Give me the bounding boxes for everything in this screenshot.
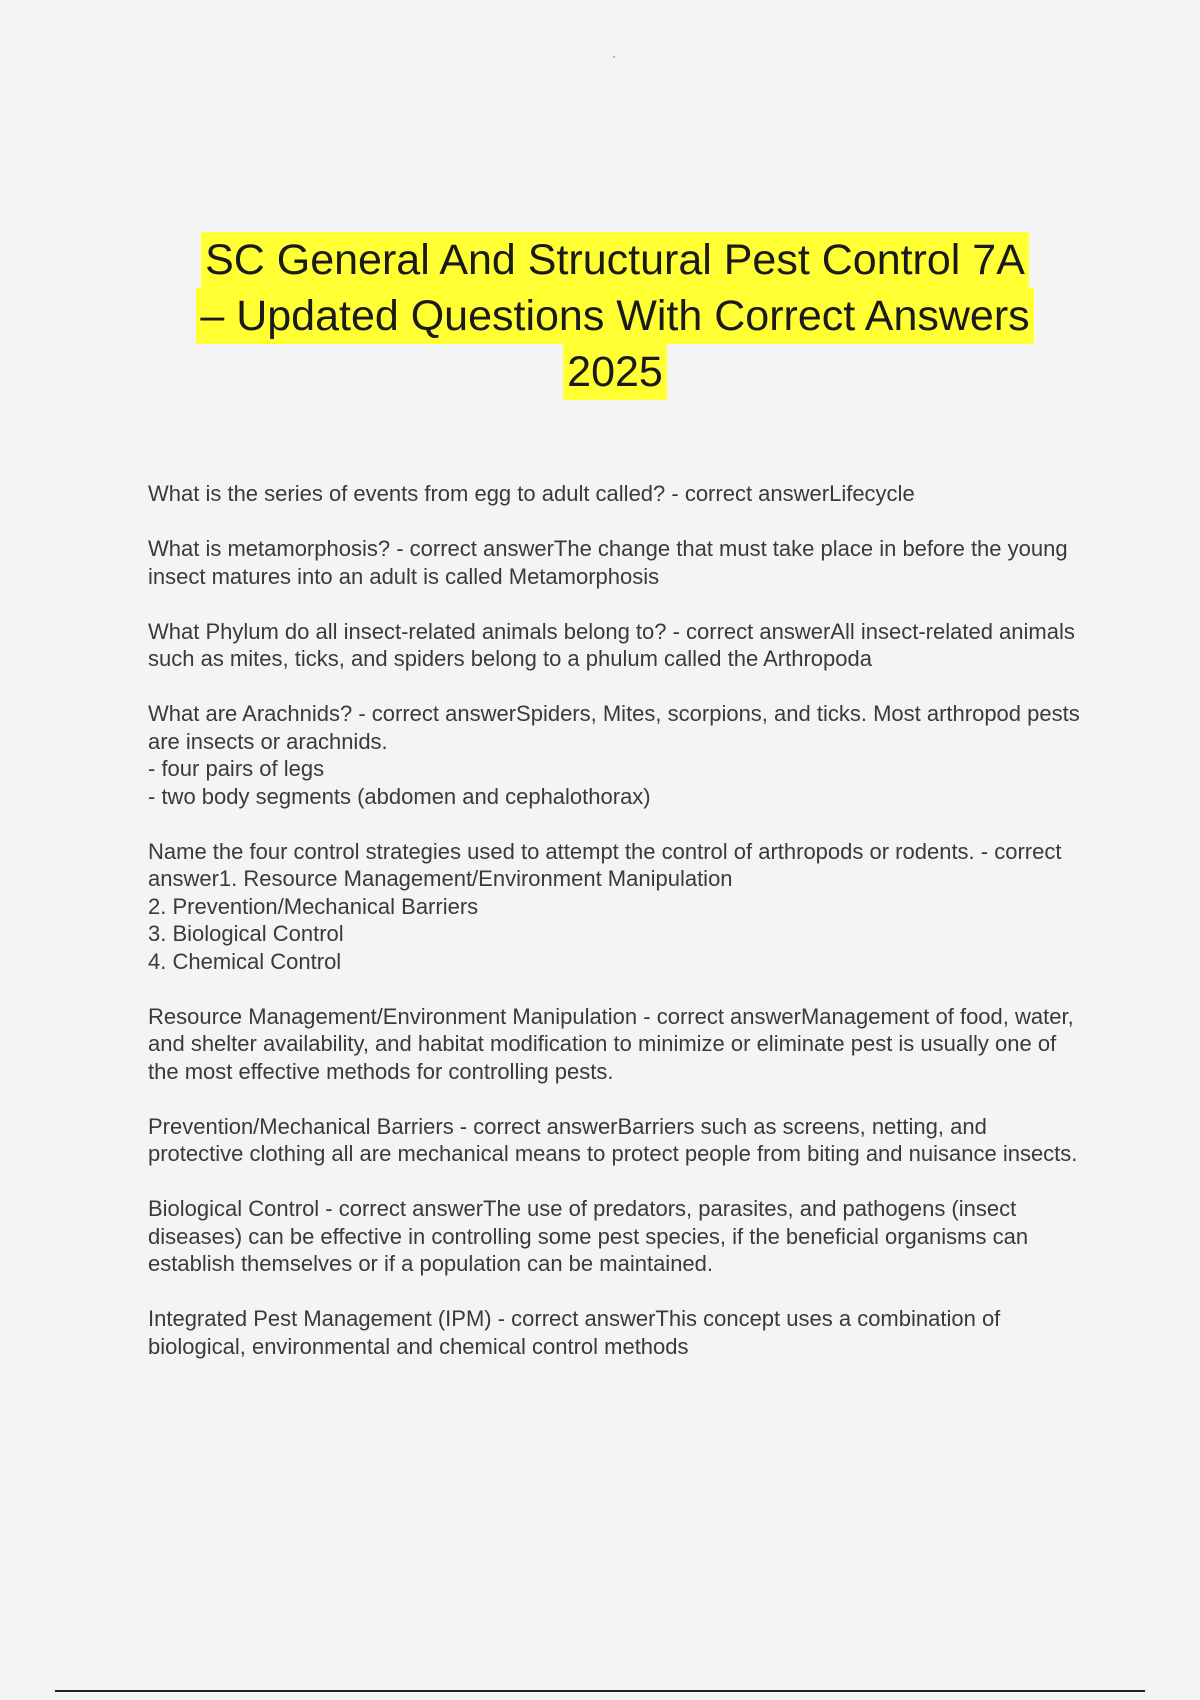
title-line-1: SC General And Structural Pest Control 7A: [201, 232, 1029, 288]
qa-item: Resource Management/Environment Manipulation - correct answerManagement of food, water, and shelter availability, and habitat modification to minimize or eliminate pest is usually one of the most effective methods for controlling pests.: [148, 1003, 1074, 1084]
title-line-2: – Updated Questions With Correct Answers: [196, 288, 1033, 344]
page-bottom-rule: [55, 1690, 1145, 1692]
qa-item: What is metamorphosis? - correct answerThe change that must take place in before the young insect matures into an adult is called Metamorphosis: [148, 536, 1068, 589]
qa-item: Biological Control - correct answerThe use of predators, parasites, and pathogens (insect diseases) can be effective in controlling some pest species, if the beneficial organisms can establish themselves or if a population can be maintained.: [148, 1196, 1029, 1276]
qa-list: [148, 480, 1088, 1388]
qa-item: Name the four control strategies used to attempt the control of arthropods or rodents. - correct answer1. Resource Management/Environment Manipulation 2. Prevention/Mechanical Barriers 3. Biological Control 4. Chemical Control: [148, 838, 1062, 974]
document-title: [150, 232, 1080, 400]
qa-item: Prevention/Mechanical Barriers - correct answerBarriers such as screens, netting, and protective clothing all are mechanical means to protect people from biting and nuisance insects.: [148, 1113, 1078, 1166]
title-line-3: 2025: [563, 344, 667, 400]
qa-item: What are Arachnids? - correct answerSpiders, Mites, scorpions, and ticks. Most arthropod pests are insects or arachnids. - four pairs of legs - two body segments (abdomen and cephalothorax): [148, 701, 1080, 809]
qa-item: What Phylum do all insect-related animals belong to? - correct answerAll insect-related animals such as mites, ticks, and spiders belong to a phulum called the Arthropoda: [148, 618, 1075, 671]
qa-item: Integrated Pest Management (IPM) - correct answerThis concept uses a combination of biological, environmental and chemical control methods: [148, 1306, 1001, 1359]
scan-artifact: [613, 56, 615, 58]
qa-item: What is the series of events from egg to adult called? - correct answerLifecycle: [148, 481, 915, 506]
